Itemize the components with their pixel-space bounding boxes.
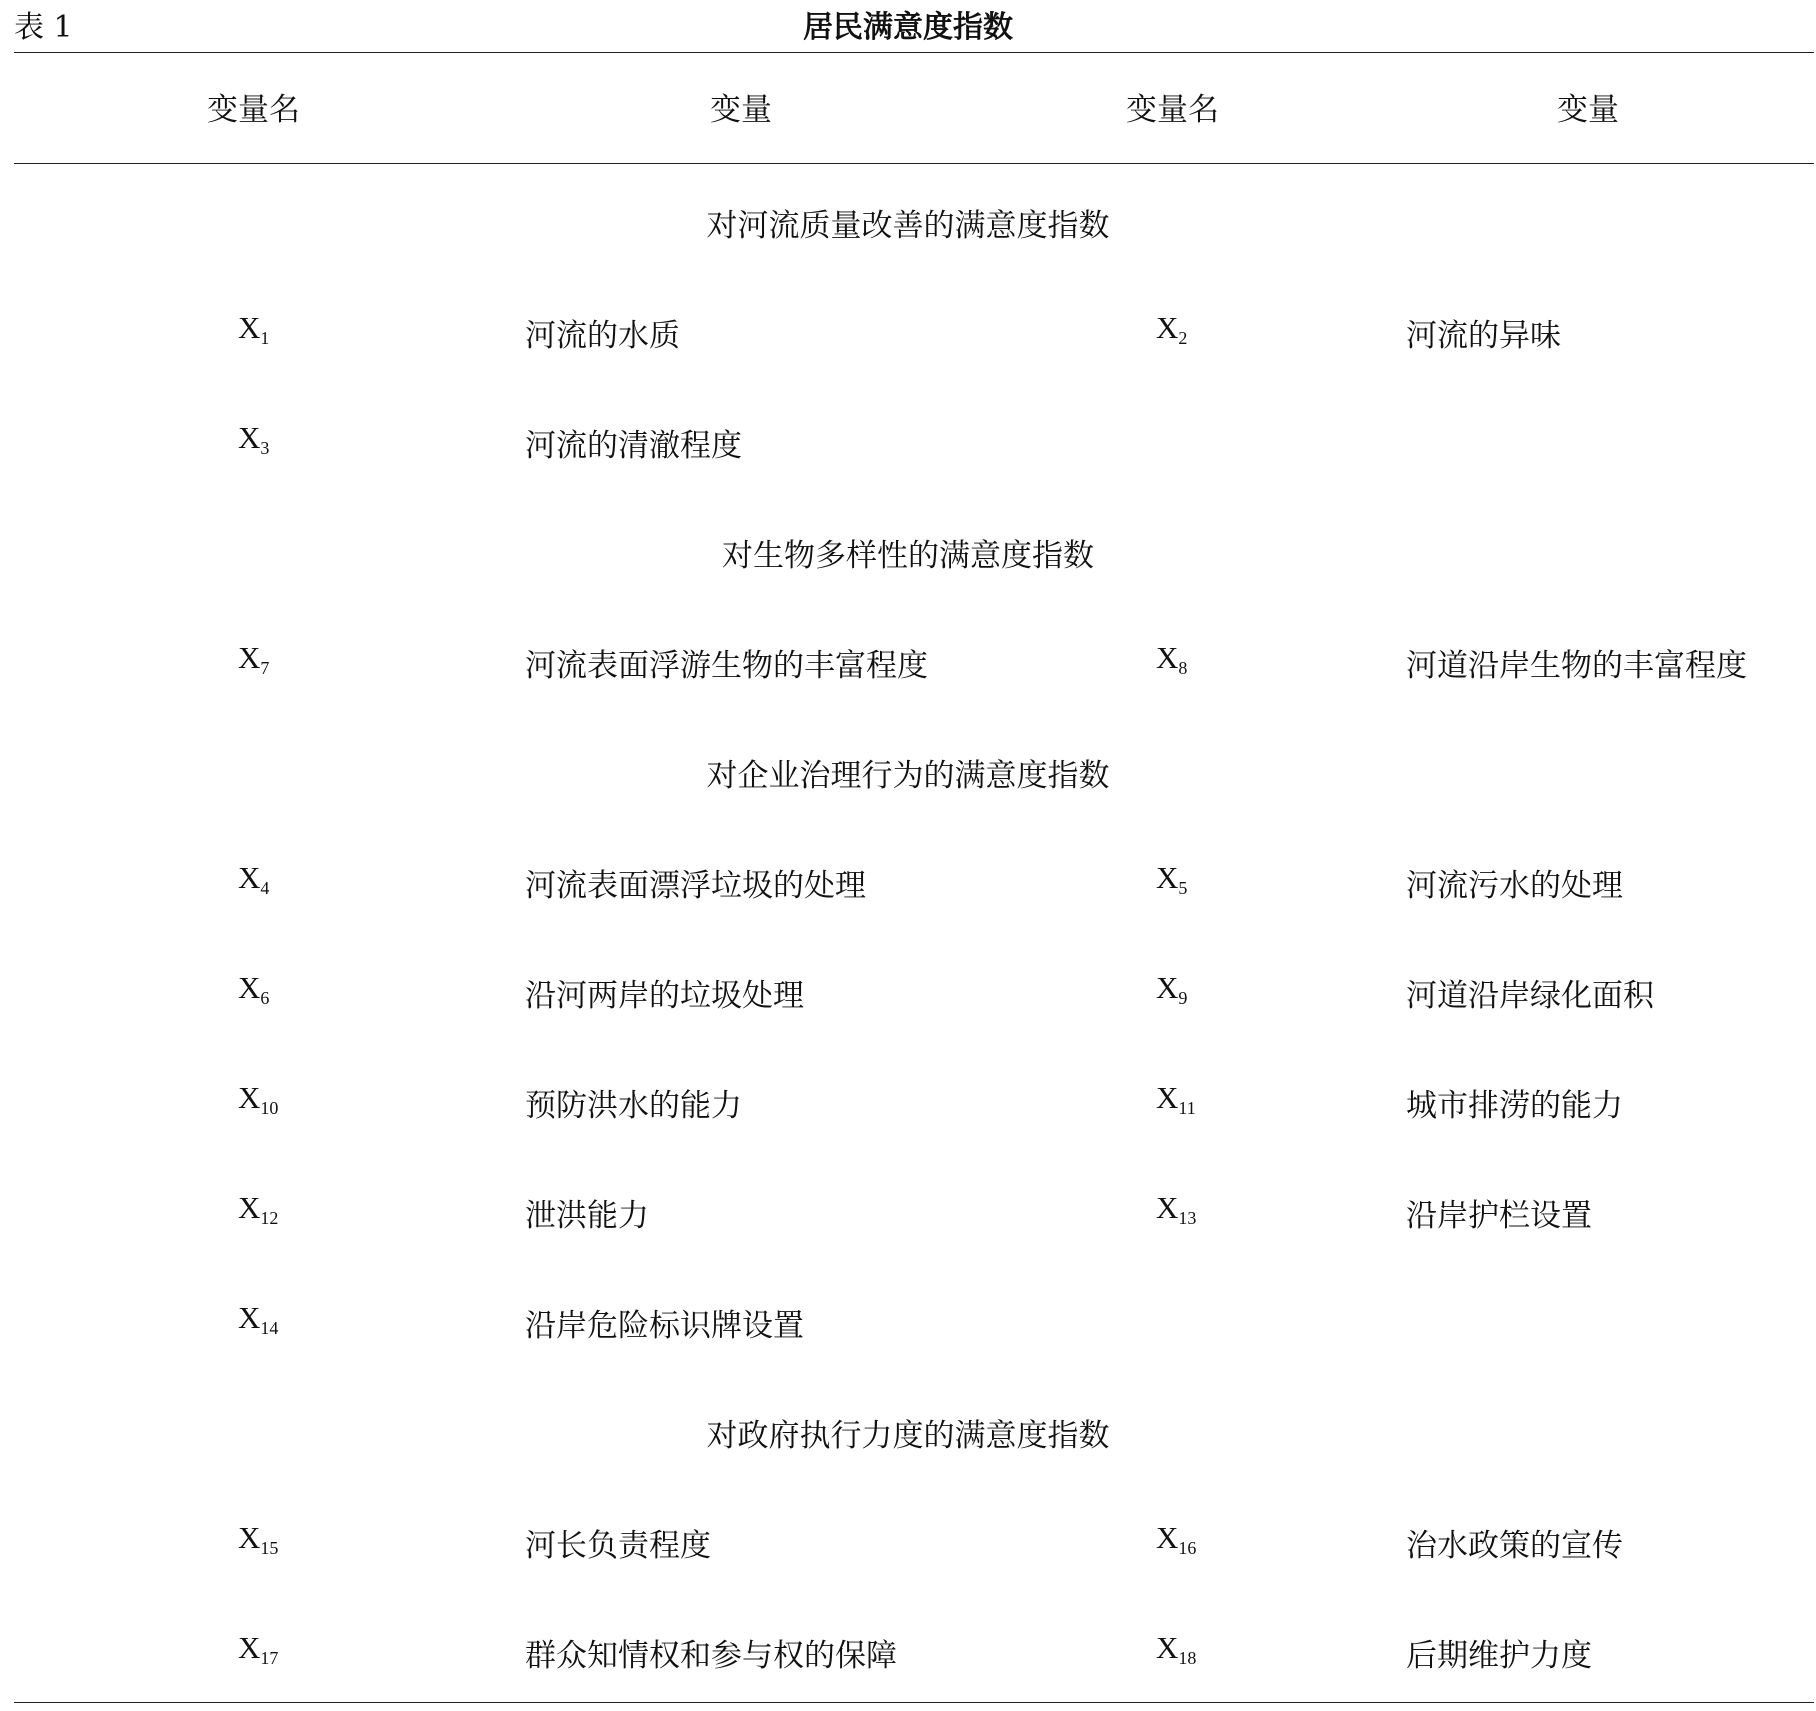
variable-description: 沿河两岸的垃圾处理 [525, 978, 804, 1014]
section-title: 对河流质量改善的满意度指数 [706, 208, 1110, 244]
table-row [0, 310, 1816, 358]
variable-code: $X_7$ [238, 640, 270, 678]
variable-description: 河流表面浮游生物的丰富程度 [525, 648, 928, 684]
variable-code: $X_2$ [1156, 310, 1188, 348]
section-title: 对生物多样性的满意度指数 [722, 538, 1094, 574]
variable-description: 河流的异味 [1406, 318, 1561, 354]
table-row [0, 1300, 1816, 1348]
variable-code: $X_3$ [238, 420, 270, 458]
header-var-2: 变量 [1557, 92, 1619, 128]
variable-code: $X_{17}$ [238, 1630, 279, 1668]
header-var-1: 变量 [710, 92, 772, 128]
table-row [0, 1190, 1816, 1238]
variable-code: $X_5$ [1156, 860, 1188, 898]
variable-description: 城市排涝的能力 [1406, 1088, 1623, 1124]
variable-code: $X_{15}$ [238, 1520, 279, 1558]
table-label: 表 1 [14, 10, 73, 45]
variable-code: $X_{18}$ [1156, 1630, 1197, 1668]
variable-description: 河道沿岸生物的丰富程度 [1406, 648, 1747, 684]
variable-code: $X_6$ [238, 970, 270, 1008]
variable-description: 泄洪能力 [525, 1198, 649, 1234]
variable-code: $X_4$ [238, 860, 270, 898]
variable-code: $X_{16}$ [1156, 1520, 1197, 1558]
section-title: 对企业治理行为的满意度指数 [706, 758, 1110, 794]
variable-code: $X_{11}$ [1156, 1080, 1196, 1118]
variable-description: 后期维护力度 [1406, 1638, 1592, 1674]
variable-description: 沿岸护栏设置 [1406, 1198, 1592, 1234]
variable-description: 预防洪水的能力 [525, 1088, 742, 1124]
table-title: 居民满意度指数 [803, 10, 1013, 45]
variable-code: $X_{12}$ [238, 1190, 279, 1228]
variable-code: $X_{13}$ [1156, 1190, 1197, 1228]
variable-description: 治水政策的宣传 [1406, 1528, 1623, 1564]
variable-code: $X_1$ [238, 310, 270, 348]
variable-description: 河流的清澈程度 [525, 428, 742, 464]
variable-description: 河道沿岸绿化面积 [1406, 978, 1654, 1014]
table-row [0, 1630, 1816, 1678]
variable-description: 河长负责程度 [525, 1528, 711, 1564]
table-row [0, 1520, 1816, 1568]
header-varname-2: 变量名 [1126, 92, 1219, 128]
section-title: 对政府执行力度的满意度指数 [706, 1418, 1110, 1454]
variable-code: $X_{14}$ [238, 1300, 279, 1338]
table-row [0, 420, 1816, 468]
variable-code: $X_9$ [1156, 970, 1188, 1008]
table-row [0, 640, 1816, 688]
variable-description: 群众知情权和参与权的保障 [525, 1638, 897, 1674]
variable-code: $X_8$ [1156, 640, 1188, 678]
variable-description: 河流表面漂浮垃圾的处理 [525, 868, 866, 904]
variable-description: 河流的水质 [525, 318, 680, 354]
bottom-rule [14, 1702, 1814, 1703]
table-row [0, 970, 1816, 1018]
variable-description: 河流污水的处理 [1406, 868, 1623, 904]
table-row [0, 860, 1816, 908]
table-row [0, 1080, 1816, 1128]
variable-code: $X_{10}$ [238, 1080, 279, 1118]
variable-description: 沿岸危险标识牌设置 [525, 1308, 804, 1344]
header-varname-1: 变量名 [207, 92, 300, 128]
